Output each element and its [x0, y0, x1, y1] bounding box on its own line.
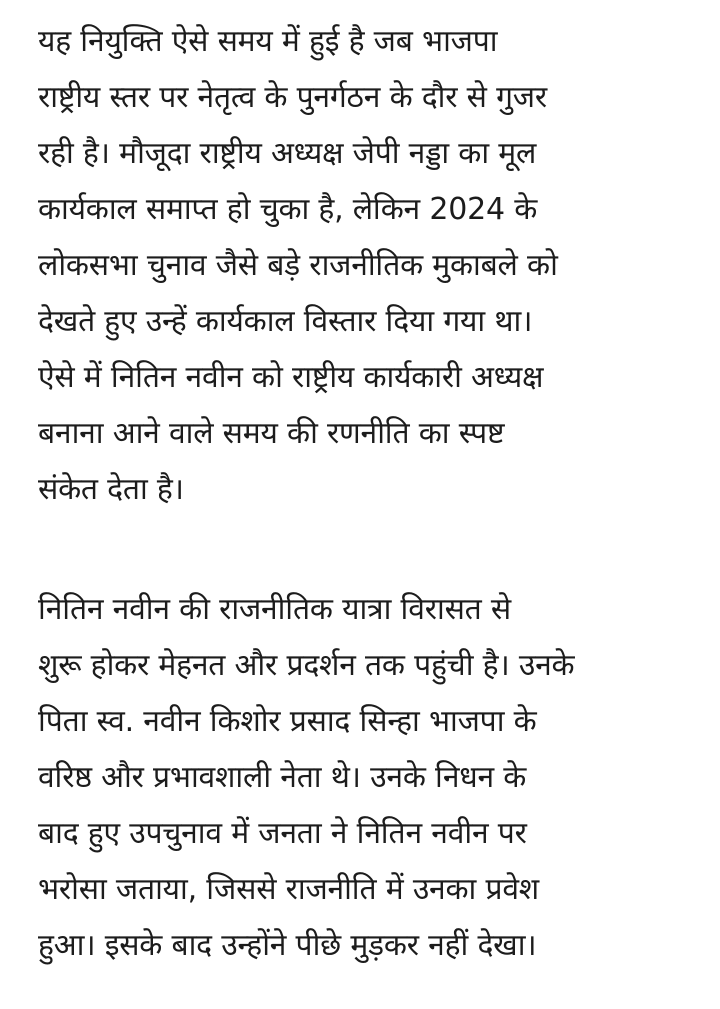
paragraph-line: कार्यकाल समाप्त हो चुका है, लेकिन 2024 के	[38, 192, 538, 227]
article-body	[38, 14, 698, 974]
paragraph-line: संकेत देता है।	[38, 472, 184, 507]
paragraph-line: बाद हुए उपचुनाव में जनता ने नितिन नवीन पर	[38, 816, 527, 851]
paragraph-spacer	[38, 518, 698, 582]
paragraph-line: ऐसे में नितिन नवीन को राष्ट्रीय कार्यकारी अध्यक्ष	[38, 360, 544, 395]
paragraph-line: शुरू होकर मेहनत और प्रदर्शन तक पहुंची है। उनके	[38, 648, 575, 683]
paragraph-line: लोकसभा चुनाव जैसे बड़े राजनीतिक मुकाबले को	[38, 248, 558, 283]
paragraph-line: भरोसा जताया, जिससे राजनीति में उनका प्रवेश	[38, 872, 540, 907]
paragraph-line: रही है। मौजूदा राष्ट्रीय अध्यक्ष जेपी नड्डा का मूल	[38, 136, 537, 171]
paragraph-line: राष्ट्रीय स्तर पर नेतृत्व के पुनर्गठन के दौर से गुजर	[38, 80, 547, 115]
paragraph-line: देखते हुए उन्हें कार्यकाल विस्तार दिया गया था।	[38, 304, 533, 339]
paragraph-line: हुआ। इसके बाद उन्होंने पीछे मुड़कर नहीं देखा।	[38, 928, 537, 963]
paragraph-line: यह नियुक्ति ऐसे समय में हुई है जब भाजपा	[38, 24, 498, 59]
paragraph-line: नितिन नवीन की राजनीतिक यात्रा विरासत से	[38, 592, 511, 627]
paragraph-line: बनाना आने वाले समय की रणनीति का स्पष्ट	[38, 416, 505, 451]
paragraph-line: वरिष्ठ और प्रभावशाली नेता थे। उनके निधन के	[38, 760, 527, 795]
paragraph-1	[38, 14, 698, 518]
paragraph-line: पिता स्व. नवीन किशोर प्रसाद सिन्हा भाजपा के	[38, 704, 537, 739]
paragraph-2	[38, 582, 698, 974]
